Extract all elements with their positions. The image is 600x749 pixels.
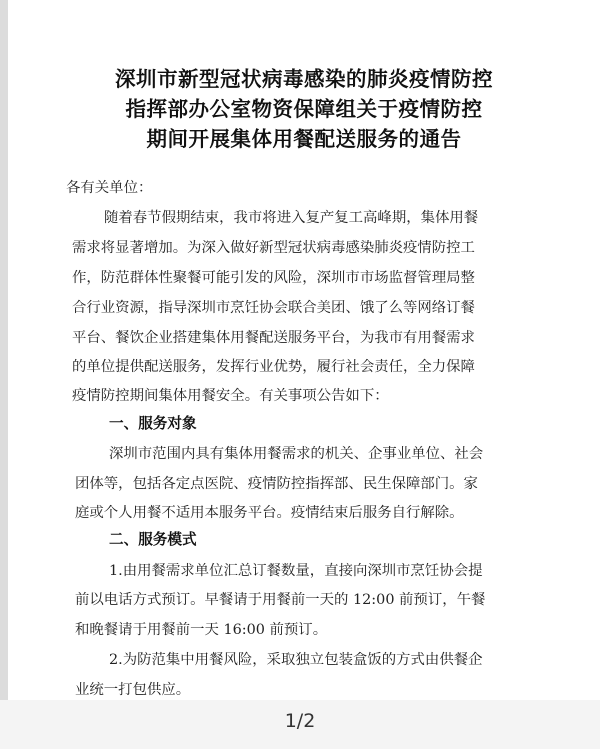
salutation: 各有关单位： <box>66 180 153 196</box>
item1-line: 前以电话方式预订。早餐请于用餐前一天的 12:00 前预订，午餐 <box>75 592 486 608</box>
intro-line: 平台、餐饮企业搭建集体用餐配送服务平台，为我市有用餐需求 <box>72 330 475 346</box>
section1-line: 团体等，包括各定点医院、疫情防控指挥部、民生保障部门。家 <box>75 476 478 492</box>
item2-line: 2.为防范集中用餐风险，采取独立包装盒饭的方式由供餐企 <box>109 652 483 668</box>
intro-line: 作，防范群体性聚餐可能引发的风险，深圳市市场监督管理局整 <box>72 270 475 286</box>
intro-line: 合行业资源，指导深圳市烹饪协会联合美团、饿了么等网络订餐 <box>72 300 475 316</box>
document-title <box>8 64 600 154</box>
section1-line: 深圳市范围内具有集体用餐需求的机关、企事业单位、社会 <box>109 446 484 462</box>
intro-line: 需求将显著增加。为深入做好新型冠状病毒感染肺炎疫情防控工 <box>72 240 475 256</box>
title-line-3: 期间开展集体用餐配送服务的通告 <box>146 127 462 151</box>
item1-line: 1.由用餐需求单位汇总订餐数量，直接向深圳市烹饪协会提 <box>109 563 483 579</box>
section-heading-service-mode: 二、服务模式 <box>109 531 197 548</box>
page-indicator: 1/2 <box>284 710 316 732</box>
item2-line: 业统一打包供应。 <box>75 682 191 698</box>
section1-line: 庭或个人用餐不适用本服务平台。疫情结束后服务自行解除。 <box>75 505 464 521</box>
title-line-1: 深圳市新型冠状病毒感染的肺炎疫情防控 <box>115 67 493 91</box>
title-line-2: 指挥部办公室物资保障组关于疫情防控 <box>125 97 483 121</box>
section-heading-service-target: 一、服务对象 <box>109 415 197 432</box>
viewer-footer <box>0 700 600 749</box>
intro-line: 的单位提供配送服务，发挥行业优势，履行社会责任，全力保障 <box>72 359 475 375</box>
item1-line: 和晚餐请于用餐前一天 16:00 前预订。 <box>75 622 328 638</box>
intro-line: 疫情防控期间集体用餐安全。有关事项公告如下： <box>72 388 389 404</box>
intro-line: 随着春节假期结束，我市将进入复产复工高峰期，集体用餐 <box>104 210 479 226</box>
